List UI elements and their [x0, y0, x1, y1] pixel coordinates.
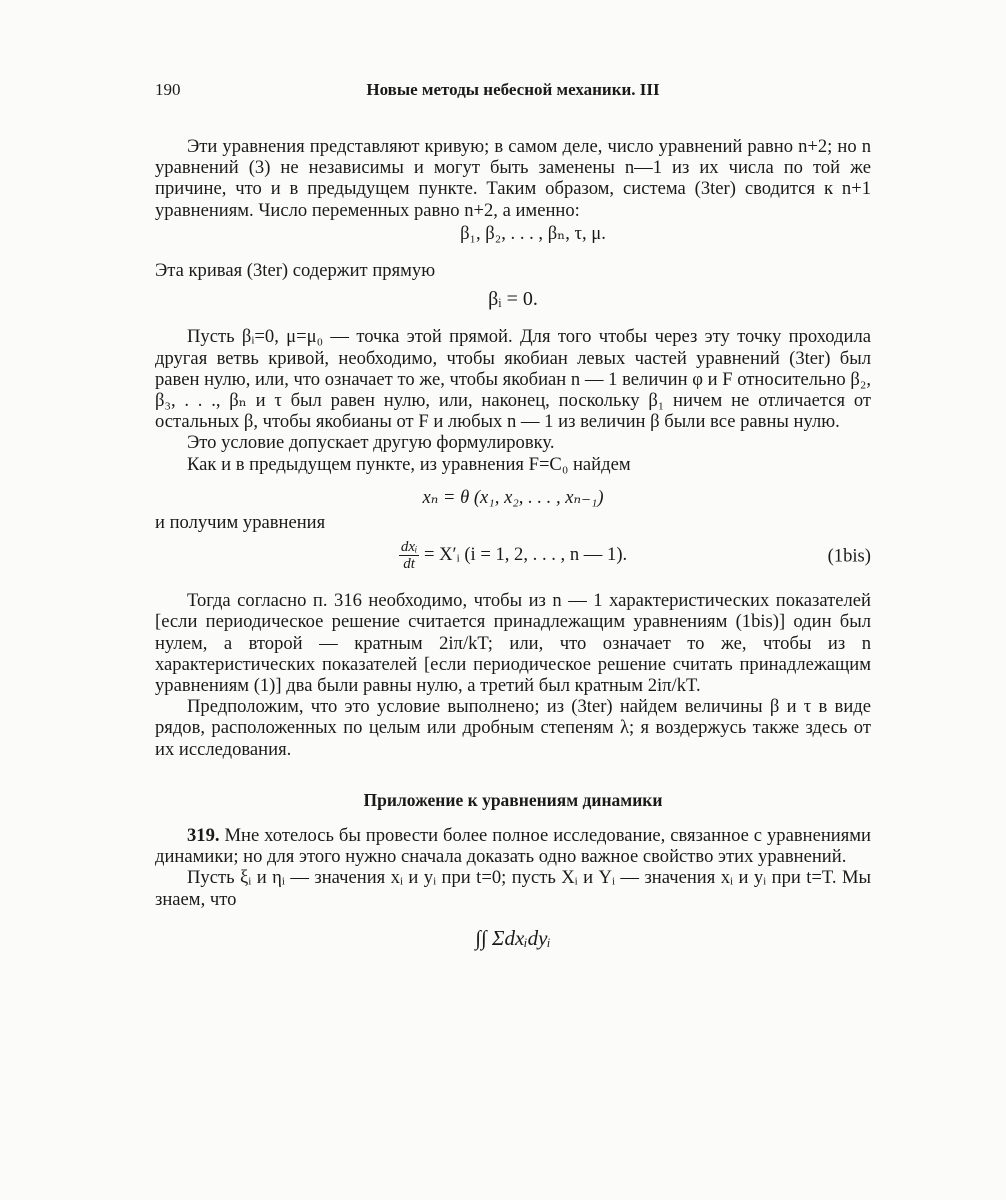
fraction — [399, 539, 420, 572]
paragraph-text: Мне хотелось бы провести более полное исследование, связанное с уравнениями динамики; но для этого нужно сначала доказать одно важное свойство этих уравнений. — [155, 825, 871, 868]
paragraph: Тогда согласно п. 316 необходимо, чтобы из n — 1 характеристических показателей [если периодическое решение считается принадлежащим уравнениям (1bis)] один был нулем, а второй — кратным 2iπ/kT; или, что означает то же, чтобы из n характеристических показателей [если периодическое решение считать принадлежащим уравнениям (1)] два были равны нулю, а третий был кратным 2iπ/kT. — [155, 590, 871, 697]
page-header — [155, 80, 871, 106]
equation-line: βᵢ = 0. — [488, 288, 538, 311]
paragraph: Пусть βᵢ=0, μ=μ₀ — точка этой прямой. Для того чтобы через эту точку проходила другая ветвь кривой, необходимо, чтобы якобиан левых частей уравнений (3ter) был равен нулю, или, что означает то же, чтобы якобиан n — 1 величин φ и F относительно β₂, β₃, . . ., βₙ и τ был равен нулю, или, наконец, поскольку β₁ ничем не отличается от остальных β, чтобы якобианы от F и любых n — 1 из величин β были все равны нулю. — [155, 326, 871, 433]
page-body — [155, 136, 871, 949]
equation-xn: xₙ = θ (x₁, x₂, . . . , xₙ₋₁) — [422, 486, 604, 508]
equation-label: (1bis) — [827, 545, 871, 567]
paragraph: Эти уравнения представляют кривую; в самом деле, число уравнений равно n+2; но n уравнений (3) не независимы и могут быть заменены n—1 из их числа по той же причине, что и в предыдущем пункте. Таким образом, система (3ter) сводится к n+1 уравнениям. Число переменных равно n+2, а именно: — [155, 136, 871, 221]
fraction-denominator: dt — [403, 556, 415, 573]
fraction-numerator: dxᵢ — [400, 539, 418, 556]
section-title: Приложение к уравнениям динамики — [363, 789, 663, 810]
paragraph: Эта кривая (3ter) содержит прямую — [155, 260, 436, 282]
page-number: 190 — [155, 80, 181, 99]
equation-integral: ∫∫ Σdxᵢdyᵢ — [475, 925, 551, 950]
section-number: 319. — [187, 825, 220, 847]
running-title: Новые методы небесной механики. III — [366, 80, 660, 99]
equation-variables: β₁, β₂, . . . , βₙ, τ, μ. — [460, 222, 606, 244]
paragraph: Это условие допускает другую формулировку. — [187, 432, 555, 454]
paragraph: и получим уравнения — [155, 512, 326, 534]
paragraph: Как и в предыдущем пункте, из уравнения F=C₀ найдем — [187, 453, 631, 475]
page — [155, 80, 871, 955]
paragraph — [155, 825, 871, 867]
equation-rest: = X′ᵢ (i = 1, 2, . . . , n — 1). — [424, 544, 628, 566]
paragraph: Пусть ξᵢ и ηᵢ — значения xᵢ и yᵢ при t=0; пусть Xᵢ и Yᵢ — значения xᵢ и yᵢ при t=T. Мы знаем, что — [155, 867, 871, 910]
paragraph: Предположим, что это условие выполнено; из (3ter) найдем величины β и τ в виде рядов, расположенных по целым или дробным степеням λ; я воздержусь также здесь от их исследования. — [155, 696, 871, 760]
equation-1bis — [155, 539, 871, 572]
